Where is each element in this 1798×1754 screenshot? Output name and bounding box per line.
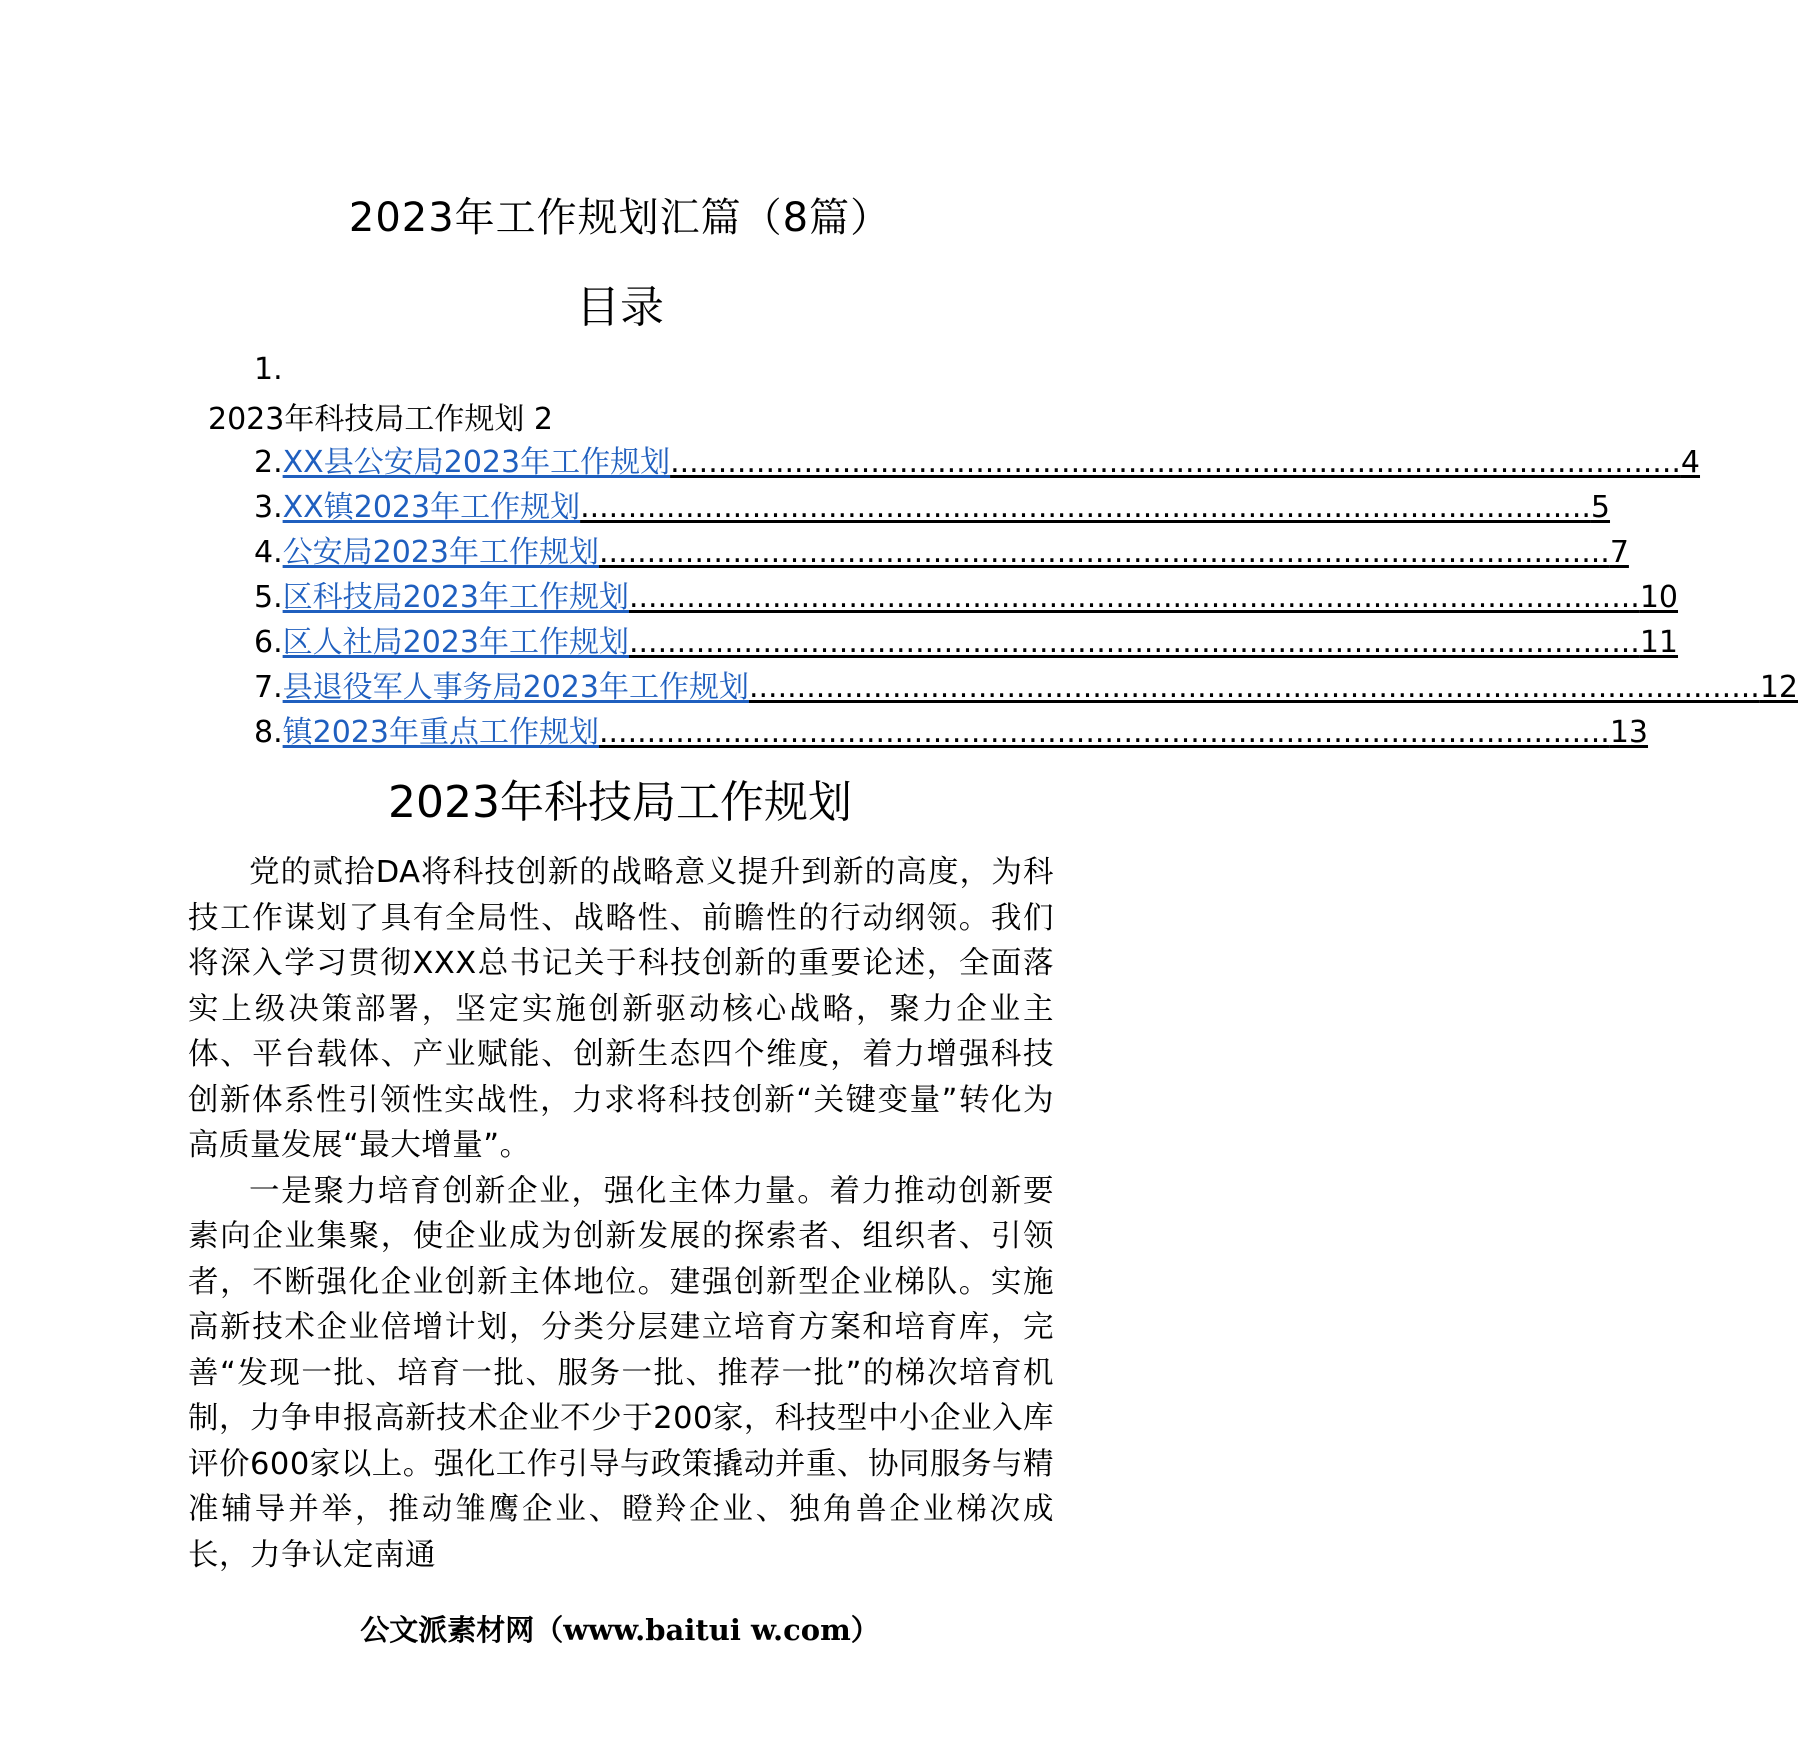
toc-leader-dots: ..........................................................................................................: [628, 580, 1640, 615]
toc-page-number: 4: [1680, 445, 1701, 480]
toc-entry: [254, 530, 1629, 575]
body-text: [188, 850, 1054, 1578]
paragraph: 一是聚力培育创新企业，强化主体力量。着力推动创新要素向企业集聚，使企业成为创新发展的探索者、组织者、引领者，不断强化企业创新主体地位。建强创新型企业梯队。实施高新技术企业倍增计划，分类分层建立培育方案和培育库，完善“发现一批、培育一批、服务一批、推荐一批”的梯次培育机制，力争申报高新技术企业不少于200家，科技型中小企业入库评价600家以上。强化工作引导与政策撬动并重、协同服务与精准辅导并举，推动雏鹰企业、瞪羚企业、独角兽企业梯次成长，力争认定南通: [188, 1173, 1054, 1573]
toc-leader-dots: ..........................................................................................................: [580, 490, 1591, 525]
toc-link[interactable]: 公安局2023年工作规划: [282, 535, 599, 570]
toc-list: [254, 440, 1798, 755]
document-title: 2023年工作规划汇篇（8篇）: [348, 195, 892, 241]
toc-leader-dots: ..........................................................................................................: [598, 535, 1610, 570]
toc-entry-number: 2.: [254, 445, 283, 480]
footer-watermark: 公文派素材网（www.baitui w.com）: [360, 1613, 880, 1647]
toc-entry: [254, 440, 1701, 485]
toc-link[interactable]: 区人社局2023年工作规划: [282, 625, 629, 660]
toc-link[interactable]: XX县公安局2023年工作规划: [282, 445, 671, 480]
toc-leader-dots: ..........................................................................................................: [748, 670, 1760, 705]
toc-entry-1-label: 2023年科技局工作规划: [208, 402, 525, 437]
toc-page-number: 12: [1759, 670, 1798, 705]
toc-entry-number: 7.: [254, 670, 283, 705]
toc-entry: [254, 665, 1798, 710]
paragraph: 党的贰拾DA将科技创新的战略意义提升到新的高度，为科技工作谋划了具有全局性、战略性、前瞻性的行动纲领。我们将深入学习贯彻XXX总书记关于科技创新的重要论述，全面落实上级决策部署，坚定实施创新驱动核心战略，聚力企业主体、平台载体、产业赋能、创新生态四个维度，着力增强科技创新体系性引领性实战性，力求将科技创新“关键变量”转化为高质量发展“最大增量”。: [188, 855, 1054, 1163]
toc-entry-number: 3.: [254, 490, 283, 525]
section-title: 2023年科技局工作规划: [388, 777, 852, 828]
toc-page-number: 13: [1609, 715, 1649, 750]
toc-page-number: 7: [1609, 535, 1629, 570]
toc-entry-1-page: 2: [533, 402, 553, 437]
toc-leader-dots: ..........................................................................................................: [628, 625, 1640, 660]
toc-entry: [254, 575, 1679, 620]
toc-entry-number: 6.: [254, 625, 283, 660]
toc-page-number: 10: [1639, 580, 1679, 615]
toc-link[interactable]: 镇2023年重点工作规划: [282, 715, 599, 750]
toc-link[interactable]: 区科技局2023年工作规划: [282, 580, 629, 615]
toc-entry-number: 4.: [254, 535, 283, 570]
toc-leader-dots: ..........................................................................................................: [598, 715, 1610, 750]
toc-link[interactable]: 县退役军人事务局2023年工作规划: [282, 670, 749, 705]
toc-entry-number: 8.: [254, 715, 283, 750]
toc-entry-number: 5.: [254, 580, 283, 615]
toc-entry: [254, 620, 1679, 665]
toc-page-number: 11: [1639, 625, 1679, 660]
toc-link[interactable]: XX镇2023年工作规划: [282, 490, 581, 525]
toc-heading: 目录: [576, 282, 664, 333]
toc-entry-1[interactable]: [208, 400, 553, 440]
toc-leader-dots: ..........................................................................................................: [670, 445, 1681, 480]
toc-page-number: 5: [1590, 490, 1611, 525]
toc-entry: [254, 485, 1611, 530]
toc-entry-1-number: 1.: [254, 352, 283, 387]
toc-entry: [254, 710, 1649, 755]
